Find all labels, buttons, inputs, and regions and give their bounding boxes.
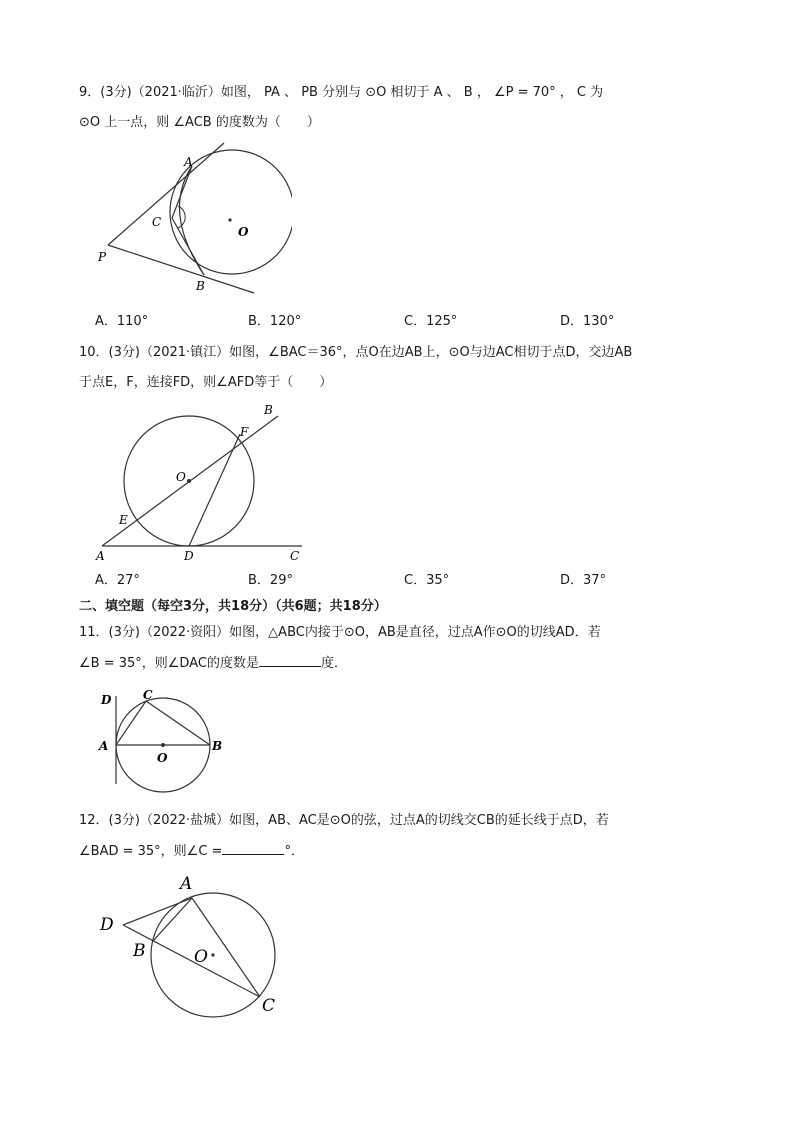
q12-label-o: O (194, 947, 208, 967)
q10-label-e: E (119, 513, 128, 527)
q11-line2-prefix: ∠B = 35°，则∠DAC的度数是 (79, 656, 259, 671)
q10-line1: 10．(3分)（2021·镇江）如图，∠BAC＝36°，点O在边AB上，⊙O与边AC相切于点D，交边AB (79, 345, 633, 360)
q9-option-b: B．120° (248, 314, 302, 329)
q9-option-d: D．130° (560, 314, 615, 329)
q10-option-c: C．35° (404, 573, 450, 588)
q9-figure (92, 142, 292, 302)
q10-label-c: C (290, 549, 300, 563)
q9-option-a: A．110° (95, 314, 149, 329)
section-2-title: 二、填空题（每空3分，共18分）（共6题；共18分） (79, 599, 387, 614)
q11-label-a: A (99, 739, 109, 753)
q9-label-o: O (238, 225, 249, 239)
q11-label-c: C (143, 688, 153, 702)
q12-line2 (79, 842, 304, 861)
q10-figure (92, 398, 312, 568)
q11-line1: 11．(3分)（2022·资阳）如图，△ABC内接于⊙O，AB是直径，过点A作⊙O的切线AD．若 (79, 625, 601, 640)
q10-label-d: D (184, 549, 194, 563)
q12-answer-blank (222, 842, 284, 855)
q11-label-b: B (212, 739, 223, 753)
q12-line2-prefix: ∠BAD = 35°，则∠C = (79, 844, 223, 859)
q10-option-d: D．37° (560, 573, 607, 588)
q9-option-c: C．125° (404, 314, 458, 329)
q9-label-p: P (98, 250, 107, 264)
q11-line2 (79, 654, 347, 673)
q9-label-c: C (152, 215, 162, 229)
q12-line2-suffix: °． (284, 844, 304, 859)
q9-line1: 9．(3分)（2021·临沂）如图， PA 、 PB 分别与 ⊙O 相切于 A 、 B ， ∠P = 70° ， C 为 (79, 85, 604, 100)
q10-label-b: B (264, 403, 273, 417)
q10-option-a: A．27° (95, 573, 140, 588)
q11-label-o: O (157, 751, 168, 765)
q12-label-b: B (133, 941, 146, 961)
q12-figure (96, 870, 296, 1020)
q9-line2: ⊙O 上一点，则 ∠ACB 的度数为（ ） (79, 115, 320, 130)
q10-label-f: F (240, 425, 249, 439)
q11-figure (95, 684, 230, 794)
q12-label-d: D (100, 915, 114, 935)
q10-label-a: A (96, 549, 105, 563)
q11-line2-suffix: 度． (320, 656, 347, 671)
q11-answer-blank (259, 654, 321, 667)
q12-label-a: A (180, 874, 193, 894)
q9-label-b: B (196, 279, 205, 293)
q10-option-b: B．29° (248, 573, 293, 588)
q12-line1: 12．(3分)（2022·盐城）如图，AB、AC是⊙O的弦，过点A的切线交CB的延长线于点D，若 (79, 813, 609, 828)
q12-label-c: C (262, 996, 276, 1016)
q10-label-o: O (176, 470, 186, 484)
q9-label-a: A (184, 155, 193, 169)
q10-line2: 于点E，F，连接FD，则∠AFD等于（ ） (79, 375, 333, 390)
q11-label-d: D (101, 693, 112, 707)
